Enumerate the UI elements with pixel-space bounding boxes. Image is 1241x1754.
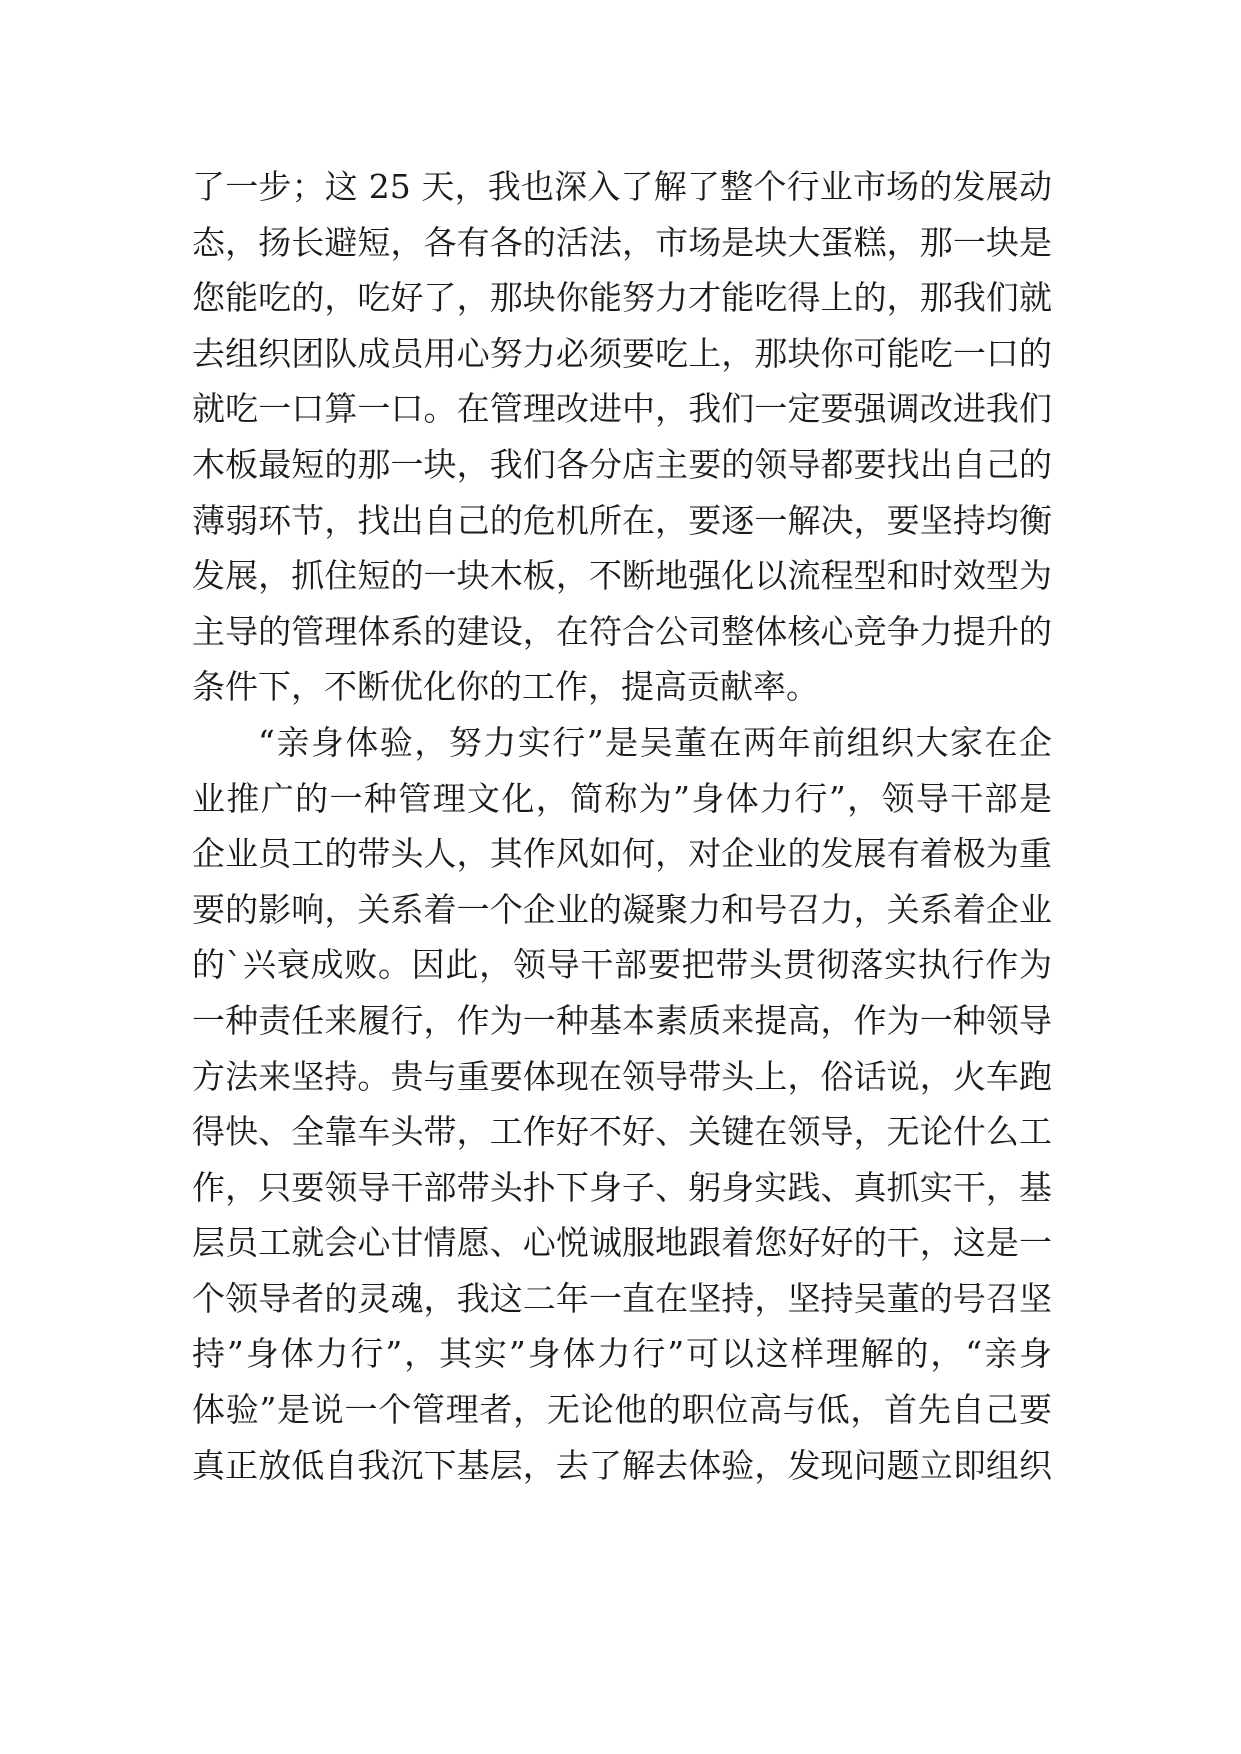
text-line: 去组织团队成员用心努力必须要吃上，那块你可能吃一口的 — [192, 333, 1052, 373]
text-line: 您能吃的，吃好了，那块你能努力才能吃得上的，那我们就 — [192, 278, 1052, 318]
text-line: 木板最短的那一块，我们各分店主要的领导都要找出自己的 — [192, 444, 1052, 484]
text-line: 体验”是说一个管理者，无论他的职位高与低，首先自己要 — [192, 1390, 1052, 1430]
text-line: 就吃一口算一口。在管理改进中，我们一定要强调改进我们 — [192, 389, 1052, 429]
document-body — [192, 159, 1052, 1493]
text-line: “亲身体验，努力实行”是吴董在两年前组织大家在企 — [258, 722, 1052, 762]
text-line: 得快、全靠车头带，工作好不好、关键在领导，无论什么工 — [192, 1112, 1052, 1152]
text-line: 企业员工的带头人，其作风如何，对企业的发展有着极为重 — [192, 834, 1052, 874]
text-line: 层员工就会心甘情愿、心悦诚服地跟着您好好的干，这是一 — [192, 1223, 1052, 1263]
text-line: 薄弱环节，找出自己的危机所在，要逐一解决，要坚持均衡 — [192, 500, 1052, 540]
text-line: 发展，抓住短的一块木板，不断地强化以流程型和时效型为 — [192, 556, 1052, 596]
text-line: 方法来坚持。贵与重要体现在领导带头上，俗话说，火车跑 — [192, 1056, 1052, 1096]
paragraph-1 — [192, 159, 1052, 715]
text-line: 真正放低自我沉下基层，去了解去体验，发现问题立即组织 — [192, 1445, 1052, 1485]
text-line: 要的影响，关系着一个企业的凝聚力和号召力，关系着企业 — [192, 889, 1052, 929]
text-line: 个领导者的灵魂，我这二年一直在坚持，坚持吴董的号召坚 — [192, 1278, 1052, 1318]
text-line: 主导的管理体系的建设，在符合公司整体核心竞争力提升的 — [192, 611, 1052, 651]
text-line: 了一步；这 25 天，我也深入了解了整个行业市场的发展动 — [192, 167, 1052, 206]
text-line: 态，扬长避短，各有各的活法，市场是块大蛋糕，那一块是 — [192, 222, 1052, 262]
text-line: 条件下，不断优化你的工作，提高贡献率。 — [192, 667, 819, 707]
text-line: 作，只要领导干部带头扑下身子、躬身实践、真抓实干，基 — [192, 1167, 1052, 1207]
text-line: 业推广的一种管理文化，简称为”身体力行”，领导干部是 — [192, 778, 1052, 818]
text-line: 的`兴衰成败。因此，领导干部要把带头贯彻落实执行作为 — [192, 945, 1052, 985]
text-line: 持”身体力行”，其实”身体力行”可以这样理解的，“亲身 — [192, 1334, 1052, 1374]
text-line: 一种责任来履行，作为一种基本素质来提高，作为一种领导 — [192, 1000, 1052, 1040]
paragraph-2 — [192, 715, 1052, 1493]
